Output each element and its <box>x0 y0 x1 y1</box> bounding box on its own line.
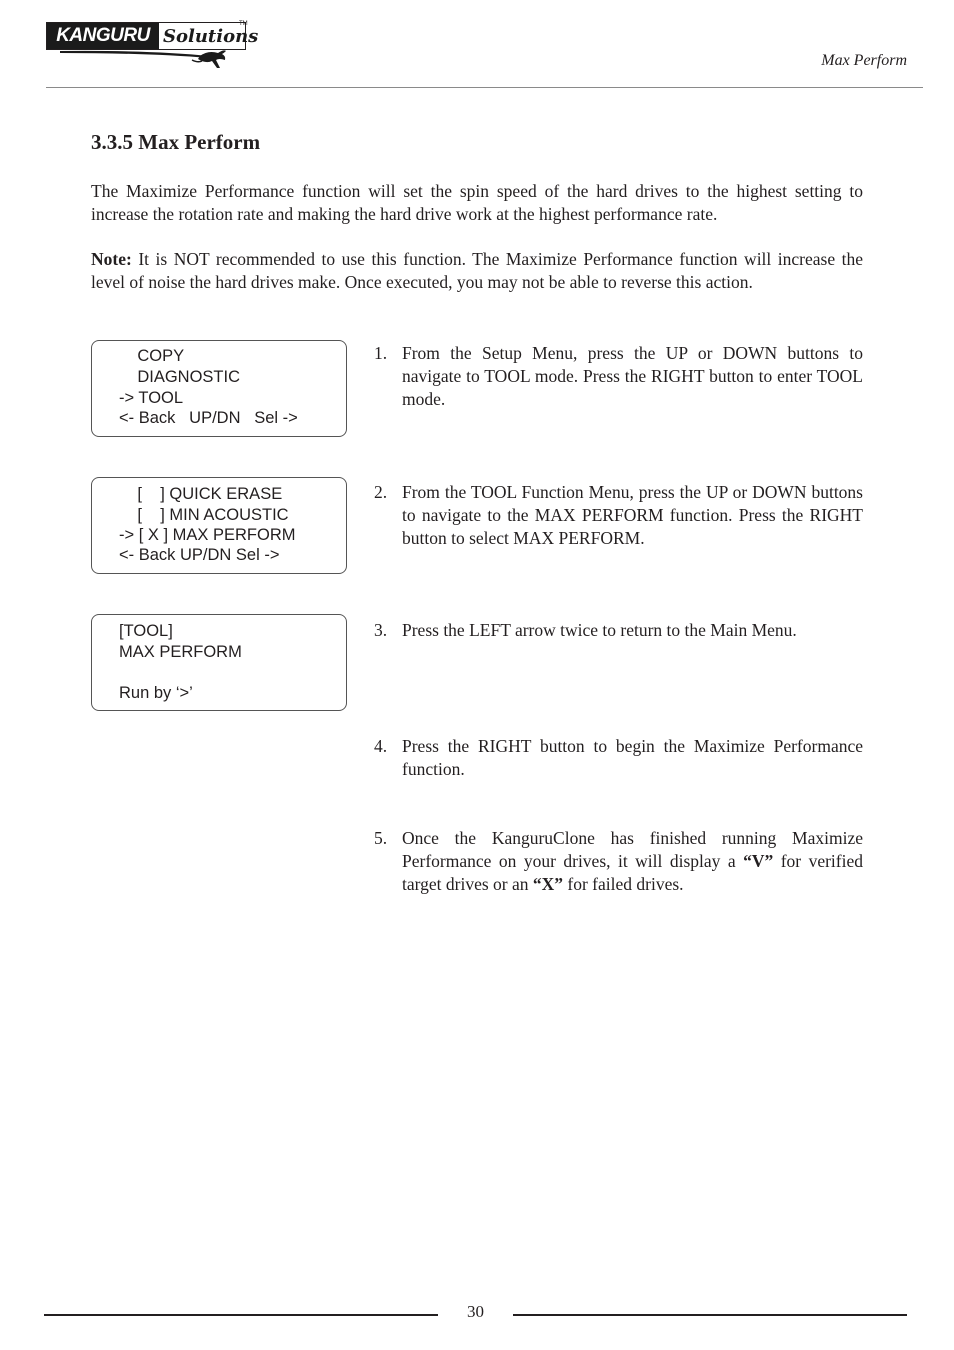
step-text: Press the RIGHT button to begin the Maximize Performance function. <box>402 736 863 779</box>
logo-frame <box>46 21 259 50</box>
step-number: 4. <box>374 736 388 756</box>
lcd-line: DIAGNOSTIC <box>119 368 241 386</box>
header-divider <box>46 87 923 88</box>
page-number: 30 <box>467 1302 484 1321</box>
footer-rule-right <box>513 1314 907 1316</box>
step-text-part: for failed drives. <box>563 874 684 894</box>
kanguru-solutions-logo <box>46 21 259 78</box>
step-item <box>374 619 863 643</box>
running-header-title: Max Perform <box>821 52 907 69</box>
note-text: It is NOT recommended to use this function. The Maximize Performance function will increase the level of noise the hard drives make. Once executed, you may not be able to reverse this action. <box>91 249 863 292</box>
step-item <box>374 481 863 551</box>
lcd-screen-max-perform <box>91 614 347 711</box>
step-text: From the Setup Menu, press the UP or DOWN buttons to navigate to TOOL mode. Press the RIGHT button to enter TOOL mode. <box>402 343 863 409</box>
step-number: 3. <box>374 620 388 640</box>
verified-symbol: “V” <box>743 851 774 871</box>
step-number: 2. <box>374 482 388 502</box>
lcd-line: [ ] QUICK ERASE <box>119 485 283 503</box>
step-text: From the TOOL Function Menu, press the UP or DOWN buttons to navigate to the MAX PERFORM function. Press the RIGHT button to select MAX PERFORM. <box>402 482 863 548</box>
step-item <box>374 827 863 899</box>
note-label: Note: <box>91 249 132 269</box>
kangaroo-swoosh-icon <box>60 48 240 74</box>
logo-script: Solutions <box>163 26 259 47</box>
section-title: 3.3.5 Max Perform <box>91 130 261 154</box>
intro-paragraph: The Maximize Performance function will set the spin speed of the hard drives to the highest setting to increase the rotation rate and making the hard drive work at the highest performance rate. <box>91 181 863 224</box>
step-text <box>402 827 863 896</box>
step-text-part: Once the KanguruClone has finished running Maximize Performance on your drives, it will display a <box>402 828 863 871</box>
lcd-line: -> [ X ] MAX PERFORM <box>119 526 296 544</box>
footer-rule-left <box>44 1314 438 1316</box>
lcd-line: COPY <box>119 347 185 365</box>
lcd-line: Run by ‘>’ <box>119 684 193 702</box>
step-number: 1. <box>374 343 388 363</box>
lcd-screen-tool-menu <box>91 477 347 574</box>
step-text-part: for verified target drives or an <box>402 851 863 894</box>
lcd-line: <- Back UP/DN Sel -> <box>119 546 280 564</box>
note-paragraph <box>91 248 863 294</box>
logo-wordmark: KANGURU <box>47 23 159 49</box>
step-item <box>374 342 863 412</box>
lcd-line: MAX PERFORM <box>119 643 242 661</box>
lcd-line: <- Back UP/DN Sel -> <box>119 409 298 427</box>
lcd-line: -> TOOL <box>119 389 184 407</box>
step-text: Press the LEFT arrow twice to return to the Main Menu. <box>402 620 797 640</box>
step-item <box>374 735 863 783</box>
lcd-line: [TOOL] <box>119 622 173 640</box>
logo-trademark: TM <box>239 21 248 27</box>
step-number: 5. <box>374 828 388 848</box>
lcd-screen-setup-menu <box>91 340 347 437</box>
failed-symbol: “X” <box>532 874 564 894</box>
lcd-line: [ ] MIN ACOUSTIC <box>119 506 289 524</box>
